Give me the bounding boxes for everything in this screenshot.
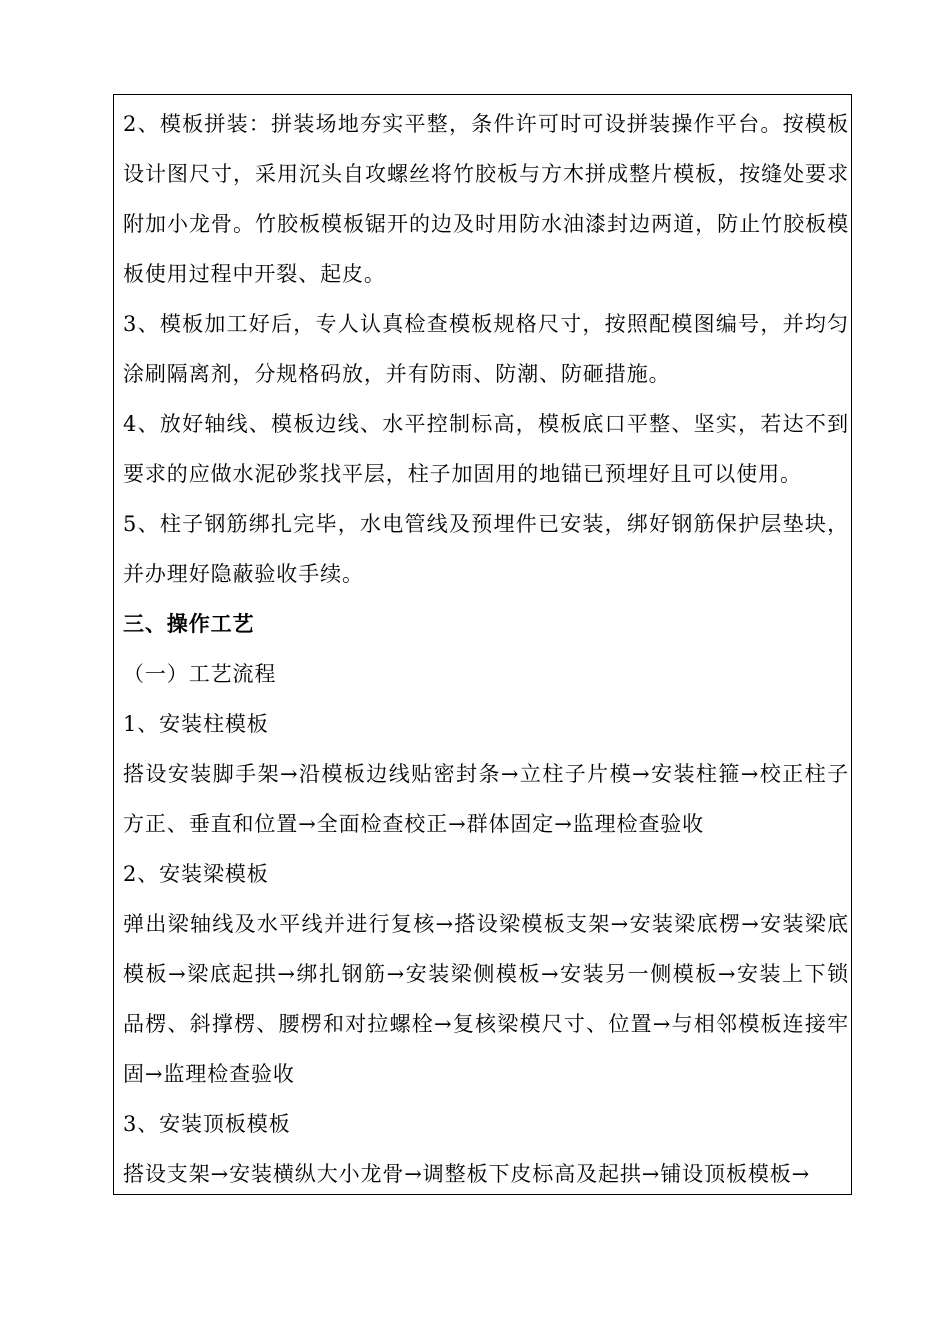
document-body	[123, 99, 849, 1199]
item-heading-beam: 2、安装梁模板	[123, 862, 269, 886]
paragraph-inspection: 3、模板加工好后，专人认真检查模板规格尺寸，按照配模图编号，并均匀涂刷隔离剂，分规格码放，并有防雨、防潮、防砸措施。	[123, 312, 849, 386]
paragraph-assembly: 2、模板拼装：拼装场地夯实平整，条件许可时可设拼装操作平台。按模板设计图尺寸，采用沉头自攻螺丝将竹胶板与方木拼成整片模板，按缝处要求附加小龙骨。竹胶板模板锯开的边及时用防水油漆封边两道，防止竹胶板模板使用过程中开裂、起皮。	[123, 112, 849, 286]
item-heading-slab: 3、安装顶板模板	[123, 1112, 291, 1136]
subsection-heading: （一）工艺流程	[123, 662, 277, 686]
process-flow-column: 搭设安装脚手架→沿模板边线贴密封条→立柱子片模→安装柱箍→校正柱子方正、垂直和位置→全面检查校正→群体固定→监理检查验收	[123, 762, 849, 836]
process-flow-slab: 搭设支架→安装横纵大小龙骨→调整板下皮标高及起拱→铺设顶板模板→	[123, 1162, 811, 1186]
section-heading: 三、操作工艺	[123, 611, 255, 636]
paragraph-rebar: 5、柱子钢筋绑扎完毕，水电管线及预埋件已安装，绑好钢筋保护层垫块，并办理好隐蔽验收手续。	[123, 512, 849, 586]
process-flow-beam: 弹出梁轴线及水平线并进行复核→搭设梁模板支架→安装梁底楞→安装梁底模板→梁底起拱→绑扎钢筋→安装梁侧模板→安装另一侧模板→安装上下锁品楞、斜撑楞、腰楞和对拉螺栓→复核梁模尺寸、位置→与相邻模板连接牢固→监理检查验收	[123, 912, 849, 1086]
item-heading-column: 1、安装柱模板	[123, 712, 269, 736]
paragraph-layout-lines: 4、放好轴线、模板边线、水平控制标高，模板底口平整、坚实，若达不到要求的应做水泥砂浆找平层，柱子加固用的地锚已预埋好且可以使用。	[123, 412, 849, 486]
